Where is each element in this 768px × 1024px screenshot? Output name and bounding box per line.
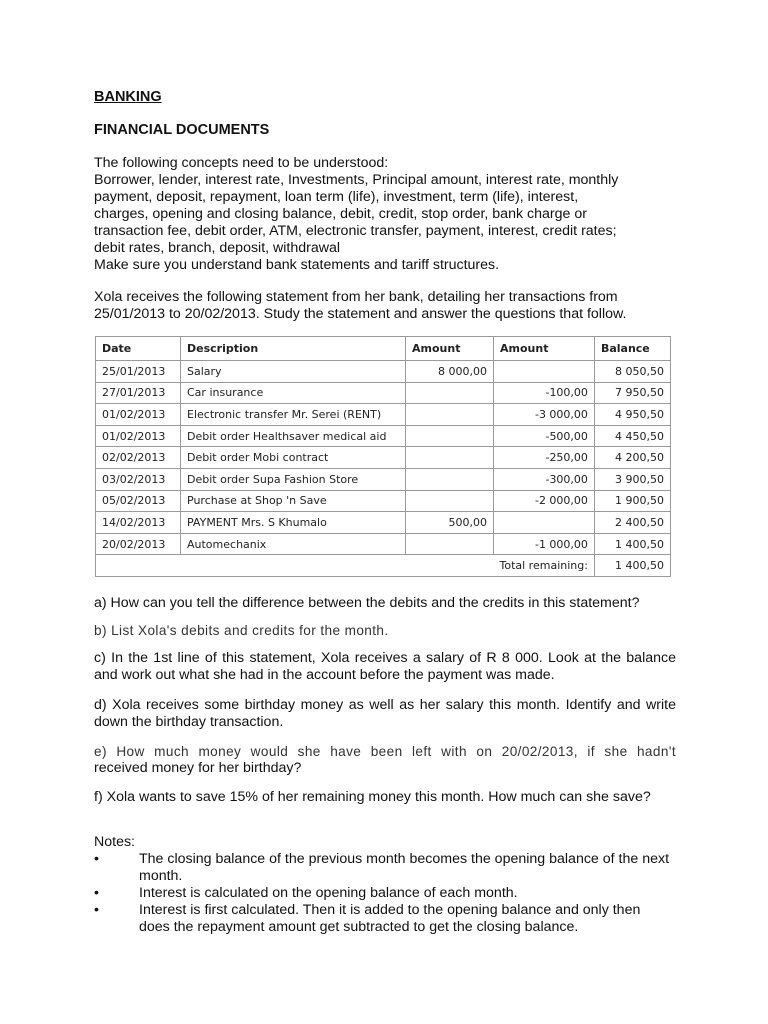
total-spacer [181,555,406,577]
cell-date: 05/02/2013 [96,490,181,512]
table-header-row [96,337,671,361]
cell-date: 01/02/2013 [96,425,181,447]
cell-credit: 8 000,00 [406,361,494,383]
cell-balance: 7 950,50 [594,382,670,404]
cell-balance: 3 900,50 [594,468,670,490]
concepts-line: debit rates, branch, deposit, withdrawal [94,240,341,256]
total-value: 1 400,50 [594,555,670,577]
cell-debit: -1 000,00 [494,533,595,555]
cell-balance: 4 950,50 [594,404,670,426]
cell-credit [406,468,494,490]
total-row [96,555,671,577]
cell-date: 14/02/2013 [96,512,181,534]
cell-description: PAYMENT Mrs. S Khumalo [181,512,406,534]
table-row [96,361,671,383]
cell-description: Car insurance [181,382,406,404]
table-row [96,490,671,512]
total-label: Total remaining: [494,555,595,577]
cell-description: Debit order Mobi contract [181,447,406,469]
cell-credit [406,490,494,512]
cell-balance: 4 450,50 [594,425,670,447]
note-item: The closing balance of the previous month becomes the opening balance of the next month. [139,851,670,884]
intro-line: The following concepts need to be understood: [94,155,389,171]
header-balance: Balance [594,337,670,361]
bank-statement-table [95,336,671,577]
page-subheading: FINANCIAL DOCUMENTS [94,122,270,138]
table-row [96,512,671,534]
cell-balance: 8 050,50 [594,361,670,383]
cell-debit: -100,00 [494,382,595,404]
cell-description: Debit order Supa Fashion Store [181,468,406,490]
header-description: Description [181,337,406,361]
intro-instruction: Make sure you understand bank statements and tariff structures. [94,257,500,273]
table-row [96,533,671,555]
cell-date: 20/02/2013 [96,533,181,555]
cell-description: Salary [181,361,406,383]
cell-date: 01/02/2013 [96,404,181,426]
cell-credit [406,404,494,426]
question-e-line1: e) How much money would she have been left with on 20/02/2013, if she hadn't [94,744,676,759]
question-d: d) Xola receives some birthday money as well as her salary this month. Identify and write down the birthday transaction. [94,697,676,730]
question-b: b) List Xola's debits and credits for the month. [94,623,389,638]
cell-balance: 2 400,50 [594,512,670,534]
question-f: f) Xola wants to save 15% of her remaining money this month. How much can she save? [94,789,651,805]
intro-block [94,155,694,274]
cell-date: 02/02/2013 [96,447,181,469]
note-item: Interest is first calculated. Then it is added to the opening balance and only then does the repayment amount get subtracted to get the closing balance. [139,902,641,935]
notes-title: Notes: [94,834,136,850]
total-spacer [406,555,494,577]
bullet-icon: • [94,851,99,867]
total-spacer [96,555,181,577]
scenario-line: 25/01/2013 to 20/02/2013. Study the statement and answer the questions that follow. [94,306,627,322]
cell-debit [494,361,595,383]
cell-date: 27/01/2013 [96,382,181,404]
question-c: c) In the 1st line of this statement, Xola receives a salary of R 8 000. Look at the balance and work out what she had in the account before the payment was made. [94,650,676,683]
bullet-icon: • [94,902,99,918]
table-row [96,404,671,426]
cell-description: Electronic transfer Mr. Serei (RENT) [181,404,406,426]
table-row [96,425,671,447]
question-e [94,743,676,777]
cell-debit: -250,00 [494,447,595,469]
concepts-line: transaction fee, debit order, ATM, electronic transfer, payment, interest, credit rates; [94,223,617,239]
header-amount-credit: Amount [406,337,494,361]
question-a: a) How can you tell the difference between the debits and the credits in this statement? [94,595,640,611]
concepts-line: charges, opening and closing balance, debit, credit, stop order, bank charge or [94,206,587,222]
cell-description: Purchase at Shop 'n Save [181,490,406,512]
question-e-line2: received money for her birthday? [94,760,302,776]
cell-date: 25/01/2013 [96,361,181,383]
table-row [96,468,671,490]
scenario-text [94,289,694,323]
cell-debit: -300,00 [494,468,595,490]
cell-credit [406,447,494,469]
table-row [96,447,671,469]
header-date: Date [96,337,181,361]
cell-balance: 4 200,50 [594,447,670,469]
table-row [96,382,671,404]
cell-balance: 1 900,50 [594,490,670,512]
cell-date: 03/02/2013 [96,468,181,490]
concepts-line: Borrower, lender, interest rate, Investments, Principal amount, interest rate, monthly [94,172,619,188]
header-amount-debit: Amount [494,337,595,361]
concepts-line: payment, deposit, repayment, loan term (life), investment, term (life), interest, [94,189,579,205]
cell-debit: -3 000,00 [494,404,595,426]
cell-description: Automechanix [181,533,406,555]
cell-balance: 1 400,50 [594,533,670,555]
cell-debit: -2 000,00 [494,490,595,512]
cell-debit [494,512,595,534]
cell-credit [406,382,494,404]
cell-credit: 500,00 [406,512,494,534]
cell-debit: -500,00 [494,425,595,447]
cell-credit [406,533,494,555]
bullet-icon: • [94,885,99,901]
scenario-line: Xola receives the following statement from her bank, detailing her transactions from [94,289,618,305]
page-heading: BANKING [94,89,162,105]
note-item: Interest is calculated on the opening balance of each month. [139,885,518,901]
cell-description: Debit order Healthsaver medical aid [181,425,406,447]
cell-credit [406,425,494,447]
